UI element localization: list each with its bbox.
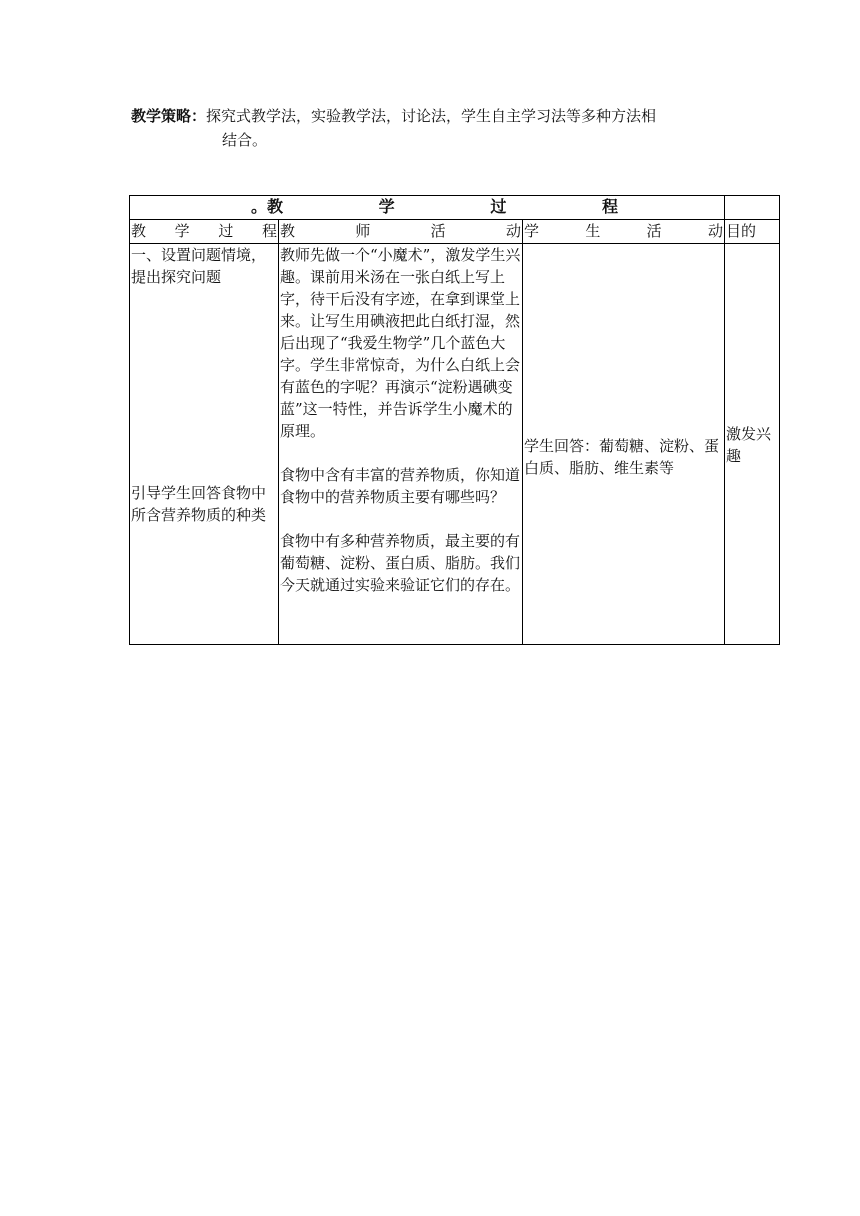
title-char: 程 <box>601 197 618 216</box>
table-row <box>130 244 780 645</box>
process-step-1: 一、设置问题情境，提出探究问题 <box>131 246 267 286</box>
table-title-empty-cell <box>725 196 780 220</box>
teaching-process-table <box>129 195 780 645</box>
strategy-text-line2: 结合。 <box>222 131 268 149</box>
title-char: 。教 <box>251 197 284 216</box>
student-activity-cell <box>523 244 725 645</box>
process-cell <box>130 244 279 645</box>
teacher-activity-1: 教师先做一个“小魔术”，激发学生兴趣。课前用米汤在一张白纸上写上字，待干后没有字迹，在拿到课堂上来。让写生用碘液把此白纸打湿，然后出现了“我爱生物学”几个蓝色大字。学生非常惊奇，为什么白纸上会有蓝色的字呢？再演示“淀粉遇碘变蓝”这一特性，并告诉学生小魔术的原理。 <box>280 246 521 440</box>
header-purpose: 目的 <box>725 220 780 244</box>
student-answer: 学生回答：葡萄糖、淀粉、蛋白质、脂肪、维生素等 <box>524 437 720 477</box>
header-student-activity: 学 生 活 动 <box>523 220 725 244</box>
title-char: 学 <box>378 197 395 216</box>
title-char: 过 <box>490 197 507 216</box>
table-header-row <box>130 220 780 244</box>
teacher-activity-cell <box>279 244 523 645</box>
header-process: 教 学 过 程 <box>130 220 279 244</box>
purpose-cell <box>725 244 780 645</box>
strategy-text-line1: 探究式教学法，实验教学法，讨论法，学生自主学习法等多种方法相 <box>206 107 657 125</box>
teaching-strategy <box>131 104 751 152</box>
table-title <box>130 196 725 220</box>
process-step-2: 引导学生回答食物中所含营养物质的种类 <box>131 484 267 524</box>
teacher-activity-2: 食物中含有丰富的营养物质，你知道食物中的营养物质主要有哪些吗？ <box>280 466 521 506</box>
table-title-row <box>130 196 780 220</box>
strategy-label: 教学策略： <box>131 107 207 125</box>
purpose-text: 激发兴趣 <box>726 425 772 465</box>
teacher-activity-3: 食物中有多种营养物质，最主要的有葡萄糖、淀粉、蛋白质、脂肪。我们今天就通过实验来验证它们的存在。 <box>280 532 521 594</box>
header-teacher-activity: 教 师 活 动 <box>279 220 523 244</box>
